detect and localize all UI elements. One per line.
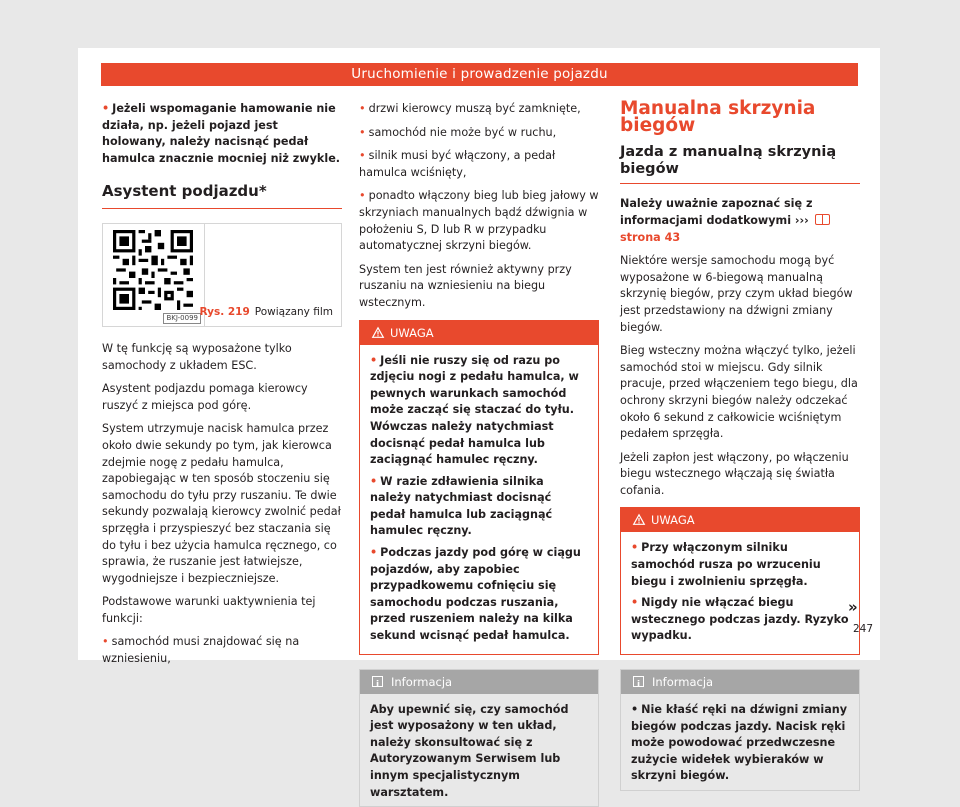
bullet-icon: • (359, 189, 366, 203)
info-box (359, 669, 599, 807)
list-item-text: Jeżeli wspomaganie hamowanie nie działa, np. jeżeli pojazd jest holowany, należy nacisnąć pedał hamulca znacznie mocniej niż zwykle. (102, 102, 341, 165)
bullet-icon: • (359, 102, 366, 115)
bullet-icon: • (102, 102, 110, 115)
list-item-text: Podczas jazdy pod górę w ciągu pojazdów, aby zapobiec przypadkowemu cofnięciu się samochodu podczas ruszania, przed ruszeniem należy na kilka sekund wcisnąć pedał hamulca. (370, 546, 581, 643)
bullet-icon: • (370, 353, 378, 367)
list-item (631, 540, 849, 590)
warning-title: UWAGA (651, 513, 695, 528)
list-item-text: Jeśli nie ruszy się od razu po zdjęciu nogi z pedału hamulca, w pewnych warunkach samochód może zacząć się staczać do tyłu. Wówczas należy natychmiast docisnąć pedał hamulca lub zaciągnąć hamulec ręczny. (370, 353, 579, 467)
paragraph: Niektóre wersje samochodu mogą być wyposażone w 6-biegową manualną skrzynię biegów, przy czym układ biegów jest przedstawiony na dźwigni zmiany biegów. (620, 254, 853, 334)
section-title: Manualna skrzynia biegów (620, 98, 816, 136)
column-1 (102, 101, 342, 675)
list-item-text: ponadto włączony bieg lub bieg jałowy w skrzyniach manualnych bądź dźwignia w położeniu S, D lub R w przypadku automatycznej skrzyni biegów. (359, 189, 599, 253)
info-body (621, 694, 859, 790)
figure-caption-text: Powiązany film (254, 306, 333, 319)
paragraph: System utrzymuje nacisk hamulca przez około dwie sekundy po tym, jak kierowca zdejmie nogę z pedału hamulca, zapobiegając w ten sposób stoczeniu się samochodu do tyłu przy ruszaniu. Te dwie sekundy pozwalają kierowcy zwolnić pedał sprzęgła i przyspieszyć bez staczania się do tyłu i bez użycia hamulca ręcznego, co sprawia, że ruszanie jest łatwiejsze, wygodniejsze i bezpieczniejsze. (102, 422, 341, 585)
bullet-icon: • (359, 149, 366, 163)
list-item-text: W razie zdławienia silnika należy natychmiast docisnąć pedał hamulca lub zaciągnąć hamulec ręczny. (370, 474, 553, 538)
chapter-header: Uruchomienie i prowadzenie pojazdu (101, 63, 858, 86)
list-item (359, 101, 599, 118)
paragraph: System ten jest również aktywny przy ruszaniu na wzniesieniu na biegu wstecznym. (359, 262, 572, 309)
bullet-icon: • (631, 541, 639, 555)
bullet-icon: • (631, 596, 639, 610)
subsection-title: Jazda z manualną skrzynią biegów (620, 144, 860, 184)
warning-triangle-icon (633, 514, 645, 525)
list-item (359, 148, 599, 181)
bullet-icon: • (370, 474, 378, 488)
figure-code: BKJ-0099 (163, 313, 201, 324)
info-icon (633, 676, 644, 687)
intro-text: Należy uważnie zapoznać się z informacjami dodatkowymi ››› (620, 197, 813, 227)
bullet-icon: • (102, 635, 109, 649)
bullet-icon: • (359, 125, 366, 139)
bullet-icon: • (370, 546, 378, 560)
list-item (359, 188, 599, 254)
info-header (360, 670, 598, 694)
column-2 (359, 101, 599, 807)
paragraph: Jeżeli zapłon jest włączony, po włączeniu biegu wstecznego włączają się światła cofania. (620, 450, 849, 497)
list-item-text: drzwi kierowcy muszą być zamknięte, (368, 102, 581, 115)
info-icon (372, 676, 383, 687)
list-item (370, 474, 588, 540)
qr-code-icon (112, 230, 194, 310)
warning-header (360, 321, 598, 345)
book-icon (815, 214, 830, 225)
paragraph: W tę funkcję są wyposażone tylko samochody z układem ESC. (102, 341, 292, 372)
info-box (620, 669, 860, 791)
figure-caption (199, 304, 333, 321)
list-item (370, 353, 588, 469)
info-title: Informacja (391, 674, 453, 689)
warning-box (620, 507, 860, 655)
intro-paragraph (620, 196, 860, 246)
warning-title: UWAGA (390, 325, 434, 340)
list-item (102, 634, 342, 667)
qr-code[interactable] (103, 224, 205, 326)
list-item-text: samochód nie może być w ruchu, (368, 125, 557, 139)
list-item-text: samochód musi znajdować się na wzniesieniu, (102, 635, 300, 666)
warning-box (359, 320, 599, 655)
warning-body (621, 532, 859, 654)
list-item (370, 545, 588, 645)
list-item (631, 595, 849, 645)
info-title: Informacja (652, 675, 714, 690)
section-title: Asystent podjazdu* (102, 183, 342, 209)
page-reference-link[interactable]: strona 43 (620, 230, 681, 244)
continue-marker: » (848, 598, 858, 616)
page-number: 247 (853, 623, 874, 635)
info-body: Aby upewnić się, czy samochód jest wyposażony w ten układ, należy skonsultować się z Autoryzowanym Serwisem lub innym specjalistycznym warsztatem. (370, 702, 569, 799)
figure-number: Rys. 219 (199, 306, 250, 319)
manual-page (78, 48, 880, 799)
warning-triangle-icon (372, 327, 384, 338)
list-item (102, 101, 342, 167)
list-item (359, 125, 599, 142)
warning-header (621, 508, 859, 532)
column-3 (620, 98, 860, 791)
list-item-text: Przy włączonym silniku samochód rusza po wrzuceniu biegu i zwolnieniu sprzęgła. (631, 541, 821, 588)
list-item-text: Nigdy nie włączać biegu wstecznego podczas jazdy. Ryzyko wypadku. (631, 596, 849, 643)
warning-body (360, 345, 598, 654)
paragraph: Bieg wsteczny można włączyć tylko, jeżeli samochód stoi w miejscu. Gdy silnik pracuje, przed włączeniem tego biegu, dla ochrony skrzyni biegów należy odczekać około 6 sekund z całkowicie wciśniętym pedałem sprzęgła. (620, 344, 858, 441)
list-item-text: Nie kłaść ręki na dźwigni zmiany biegów podczas jazdy. Nacisk ręki może powodować przedwczesne zużycie widełek wybieraków w skrzyni biegów. (631, 703, 848, 783)
info-header (621, 670, 859, 694)
paragraph: Podstawowe warunki uaktywnienia tej funkcji: (102, 595, 316, 625)
figure-box (102, 223, 342, 327)
bullet-icon: • (631, 703, 639, 717)
paragraph: Asystent podjazdu pomaga kierowcy ruszyć z miejsca pod górę. (102, 382, 308, 412)
list-item-text: silnik musi być włączony, a pedał hamulca wciśnięty, (359, 149, 556, 179)
